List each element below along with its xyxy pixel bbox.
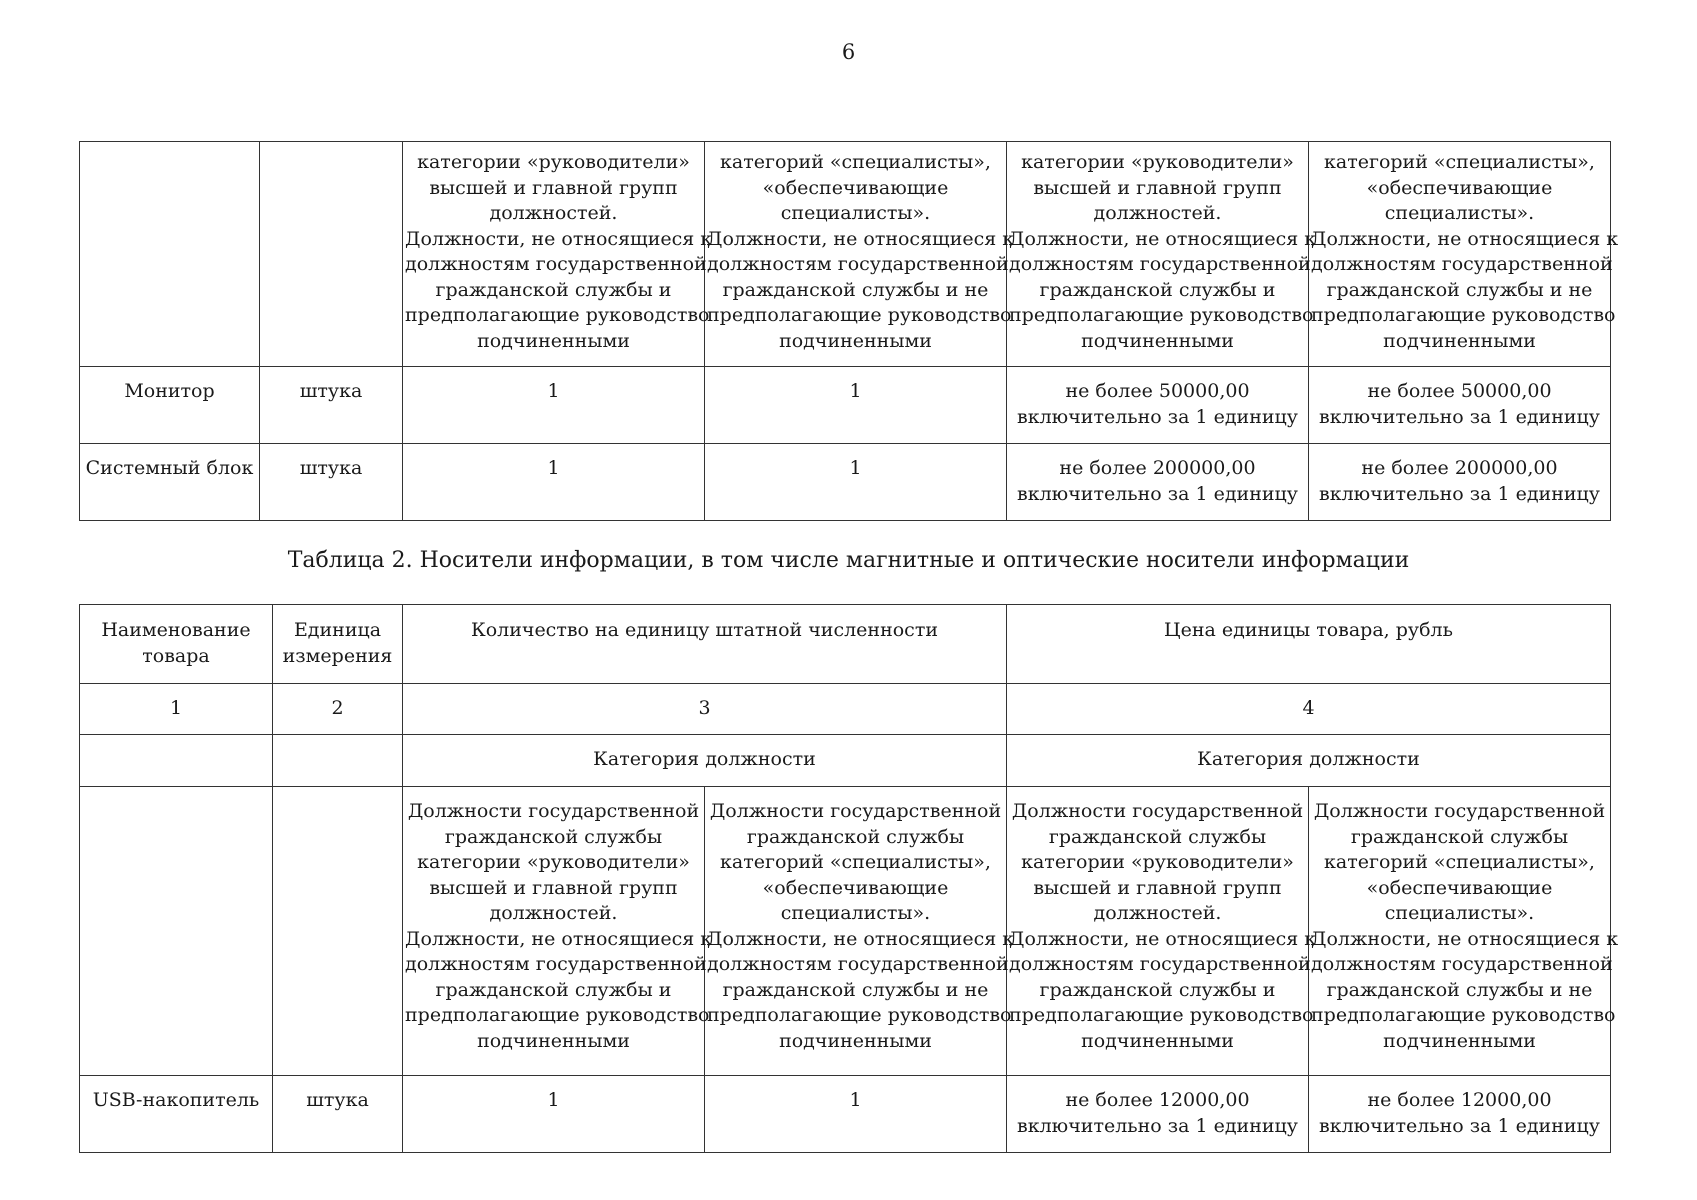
table-row (80, 444, 1611, 521)
equipment-table-continued (79, 141, 1619, 521)
text-line: Должности, не относящиеся к (707, 227, 1015, 250)
empty-cell (80, 735, 273, 787)
text-line: Должности, не относящиеся к (1009, 227, 1317, 250)
text-line: Должности государственной (407, 800, 700, 822)
category-qty-specialists (705, 787, 1015, 1076)
header-price: Цена единицы товара, рубль (1007, 605, 1611, 684)
category-price-leaders (1007, 787, 1317, 1076)
text-line: специалисты». (780, 202, 931, 224)
text-line: Должности, не относящиеся к (1009, 927, 1317, 950)
category-label-price: Категория должности (1007, 735, 1611, 787)
text-line: должностям государственной (1009, 253, 1311, 275)
text-line: включительно за 1 единицу (1017, 1114, 1298, 1137)
text-line: категории «руководители» (1021, 151, 1294, 173)
item-unit: штука (260, 367, 403, 444)
item-qty-specialists: 1 (705, 1076, 1007, 1153)
text-line: гражданской службы и (435, 278, 672, 301)
text-line: предполагающие руководство (1311, 304, 1616, 326)
text-line: предполагающие руководство (707, 304, 1012, 326)
text-line: гражданской службы и не (1326, 978, 1593, 1001)
text-line: Должности государственной (709, 800, 1002, 822)
text-line: гражданской службы и не (1326, 278, 1593, 301)
column-number: 3 (403, 684, 1007, 735)
text-line: гражданской службы (1048, 825, 1267, 848)
text-line: категорий «специалисты», (720, 151, 991, 173)
text-line: должностей. (489, 902, 618, 924)
text-line: «обеспечивающие (1366, 176, 1553, 199)
text-line: специалисты». (1384, 202, 1535, 224)
text-line: включительно за 1 единицу (1017, 482, 1298, 505)
text-line: Должности, не относящиеся к (707, 927, 1015, 950)
text-line: гражданской службы (1350, 825, 1569, 848)
text-line: подчиненными (1081, 1029, 1234, 1052)
text-line: должностям государственной (405, 253, 707, 275)
text-line: «обеспечивающие (762, 176, 949, 199)
text-line: гражданской службы и (1039, 278, 1276, 301)
text-line: «обеспечивающие (762, 876, 949, 899)
item-price-leaders (1007, 367, 1309, 444)
item-qty-leaders: 1 (403, 1076, 705, 1153)
text-line: подчиненными (477, 1029, 630, 1052)
category-label-quantity: Категория должности (403, 735, 1007, 787)
text-line: гражданской службы и не (722, 978, 989, 1001)
text-line: Должности государственной (1313, 800, 1606, 822)
text-line: предполагающие руководство (405, 1004, 710, 1026)
storage-media-table (79, 604, 1619, 1153)
column-number: 2 (273, 684, 403, 735)
table-header-row (80, 142, 1611, 367)
text-line: Наименование (101, 619, 251, 641)
text-line: подчиненными (1383, 329, 1536, 352)
text-line: должностям государственной (405, 953, 707, 975)
table-row (80, 1076, 1611, 1153)
header-name (80, 605, 273, 684)
item-price-specialists (1309, 367, 1611, 444)
item-name: Монитор (80, 367, 260, 444)
text-line: подчиненными (1081, 329, 1234, 352)
text-line: подчиненными (1383, 1029, 1536, 1052)
category-price-specialists (1309, 787, 1619, 1076)
page-number: 6 (841, 40, 856, 64)
header-cell-price-specialists (1309, 142, 1619, 367)
text-line: гражданской службы и (435, 978, 672, 1001)
text-line: категории «руководители» (417, 151, 690, 173)
text-line: гражданской службы (444, 825, 663, 848)
text-line: высшей и главной групп (429, 876, 678, 899)
text-line: должностей. (1093, 202, 1222, 224)
column-number: 4 (1007, 684, 1611, 735)
text-line: не более 200000,00 (1361, 457, 1558, 479)
text-line: включительно за 1 единицу (1017, 405, 1298, 428)
text-line: категории «руководители» (1021, 851, 1294, 873)
header-cell-empty (80, 142, 260, 367)
text-line: высшей и главной групп (429, 176, 678, 199)
item-qty-specialists: 1 (705, 367, 1007, 444)
text-line: гражданской службы и не (722, 278, 989, 301)
text-line: предполагающие руководство (1009, 1004, 1314, 1026)
text-line: подчиненными (779, 329, 932, 352)
text-line: Единица (293, 619, 382, 641)
text-line: предполагающие руководство (707, 1004, 1012, 1026)
text-line: должностям государственной (1009, 953, 1311, 975)
item-qty-leaders: 1 (403, 367, 705, 444)
text-line: не более 200000,00 (1059, 457, 1256, 479)
text-line: не более 50000,00 (1367, 380, 1552, 402)
text-line: предполагающие руководство (405, 304, 710, 326)
text-line: включительно за 1 единицу (1319, 482, 1600, 505)
text-line: Должности, не относящиеся к (405, 227, 713, 250)
header-cell-price-leaders (1007, 142, 1317, 367)
item-price-specialists (1309, 1076, 1611, 1153)
item-price-leaders (1007, 1076, 1309, 1153)
text-line: не более 12000,00 (1367, 1089, 1552, 1111)
text-line: высшей и главной групп (1033, 176, 1282, 199)
empty-cell (80, 787, 273, 1076)
text-line: специалисты». (780, 902, 931, 924)
text-line: категории «руководители» (417, 851, 690, 873)
item-name: USB-накопитель (80, 1076, 273, 1153)
text-line: не более 50000,00 (1065, 380, 1250, 402)
text-line: должностям государственной (1311, 253, 1613, 275)
header-cell-qty-specialists (705, 142, 1015, 367)
item-price-specialists (1309, 444, 1611, 521)
item-qty-leaders: 1 (403, 444, 705, 521)
item-name: Системный блок (80, 444, 260, 521)
text-line: «обеспечивающие (1366, 876, 1553, 899)
text-line: Должности, не относящиеся к (1311, 927, 1619, 950)
text-line: категорий «специалисты», (1324, 851, 1595, 873)
text-line: предполагающие руководство (1009, 304, 1314, 326)
empty-cell (273, 735, 403, 787)
text-line: должностям государственной (1311, 953, 1613, 975)
text-line: должностям государственной (707, 253, 1009, 275)
text-line: специалисты». (1384, 902, 1535, 924)
column-numbering-row (80, 684, 1611, 735)
text-line: категорий «специалисты», (720, 851, 991, 873)
text-line: должностей. (489, 202, 618, 224)
item-unit: штука (273, 1076, 403, 1153)
text-line: измерения (282, 644, 393, 667)
item-qty-specialists: 1 (705, 444, 1007, 521)
category-qty-leaders (403, 787, 713, 1076)
item-price-leaders (1007, 444, 1309, 521)
text-line: гражданской службы (746, 825, 965, 848)
item-unit: штука (260, 444, 403, 521)
header-quantity: Количество на единицу штатной численности (403, 605, 1007, 684)
text-line: не более 12000,00 (1065, 1089, 1250, 1111)
header-unit (273, 605, 403, 684)
empty-cell (273, 787, 403, 1076)
text-line: должностей. (1093, 902, 1222, 924)
category-row (80, 787, 1611, 1076)
header-cell-qty-leaders (403, 142, 713, 367)
text-line: подчиненными (779, 1029, 932, 1052)
column-number: 1 (80, 684, 273, 735)
table-header-row (80, 605, 1611, 684)
header-cell-empty (260, 142, 403, 367)
text-line: предполагающие руководство (1311, 1004, 1616, 1026)
text-line: подчиненными (477, 329, 630, 352)
table-row (80, 367, 1611, 444)
category-label-row (80, 735, 1611, 787)
text-line: категорий «специалисты», (1324, 151, 1595, 173)
text-line: включительно за 1 единицу (1319, 405, 1600, 428)
text-line: гражданской службы и (1039, 978, 1276, 1001)
text-line: Должности, не относящиеся к (1311, 227, 1619, 250)
text-line: Должности, не относящиеся к (405, 927, 713, 950)
text-line: товара (142, 644, 210, 667)
text-line: должностям государственной (707, 953, 1009, 975)
table-caption: Таблица 2. Носители информации, в том числе магнитные и оптические носители информации (287, 548, 1410, 573)
text-line: высшей и главной групп (1033, 876, 1282, 899)
text-line: Должности государственной (1011, 800, 1304, 822)
text-line: включительно за 1 единицу (1319, 1114, 1600, 1137)
